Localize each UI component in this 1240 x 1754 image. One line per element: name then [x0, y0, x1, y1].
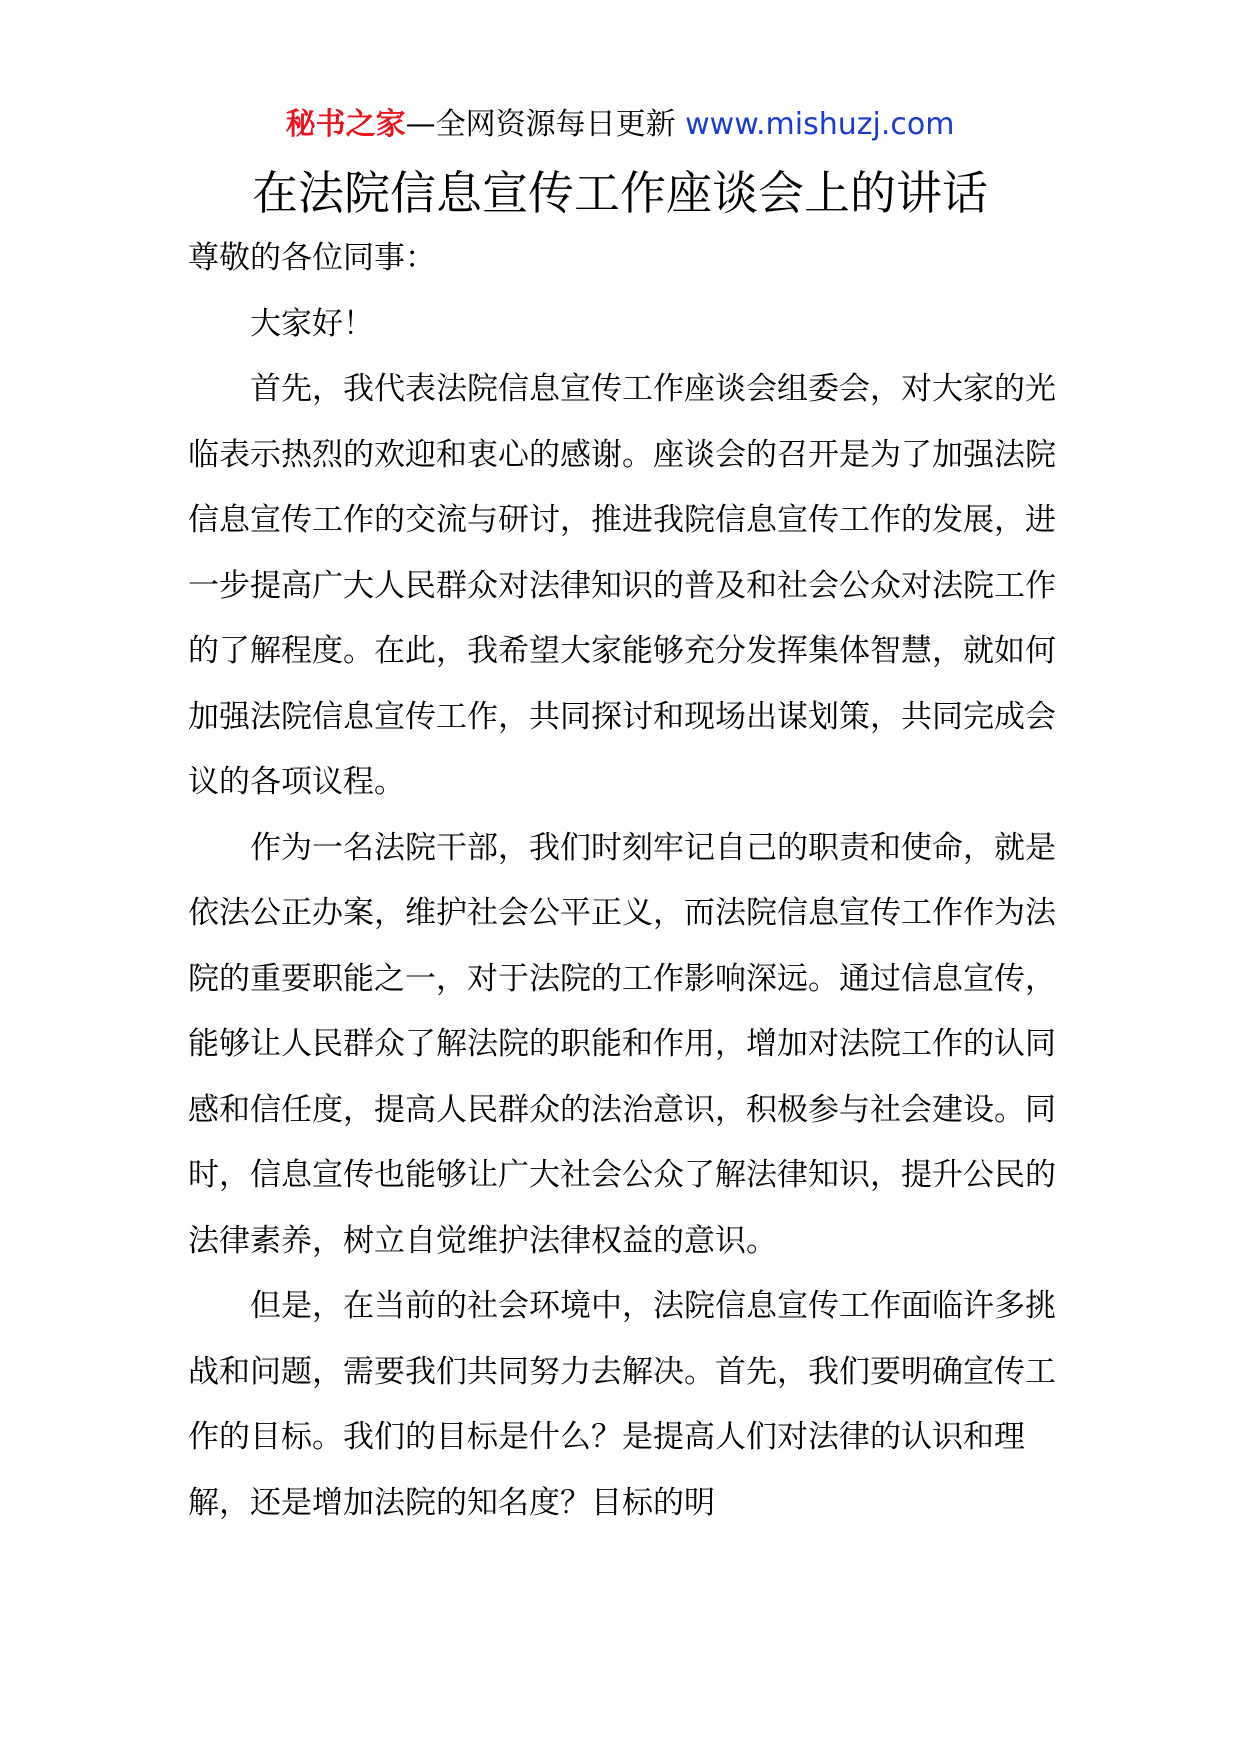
brand-name: 秘书之家 — [285, 107, 406, 142]
document-body — [188, 226, 1058, 1536]
paragraph-1: 首先，我代表法院信息宣传工作座谈会组委会，对大家的光临表示热烈的欢迎和衷心的感谢。座谈会的召开是为了加强法院信息宣传工作的交流与研讨，推进我院信息宣传工作的发展，进一步提高广大人民群众对法律知识的普及和社会公众对法院工作的了解程度。在此，我希望大家能够充分发挥集体智慧，就如何加强法院信息宣传工作，共同探讨和现场出谋划策，共同完成会议的各项议程。 — [188, 371, 1056, 800]
site-url: www.mishuzj.com — [685, 107, 955, 142]
paragraph-2: 作为一名法院干部，我们时刻牢记自己的职责和使命，就是依法公正办案，维护社会公平正义，而法院信息宣传工作作为法院的重要职能之一，对于法院的工作影响深远。通过信息宣传，能够让人民群众了解法院的职能和作用，增加对法院工作的认同感和信任度，提高人民群众的法治意识，积极参与社会建设。同时，信息宣传也能够让广大社会公众了解法律知识，提升公民的法律素养，树立自觉维护法律权益的意识。 — [188, 829, 1056, 1259]
site-header — [0, 100, 1240, 150]
document-title: 在法院信息宣传工作座谈会上的讲话 — [252, 166, 988, 220]
greeting: 大家好！ — [250, 305, 374, 342]
paragraph-3: 但是，在当前的社会环境中，法院信息宣传工作面临许多挑战和问题，需要我们共同努力去解决。首先，我们要明确宣传工作的目标。我们的目标是什么？是提高人们对法律的认识和理解，还是增加法院的知名度？目标的明 — [188, 1288, 1056, 1521]
salutation: 尊敬的各位同事： — [188, 240, 436, 276]
header-slogan: —全网资源每日更新 — [405, 107, 676, 142]
